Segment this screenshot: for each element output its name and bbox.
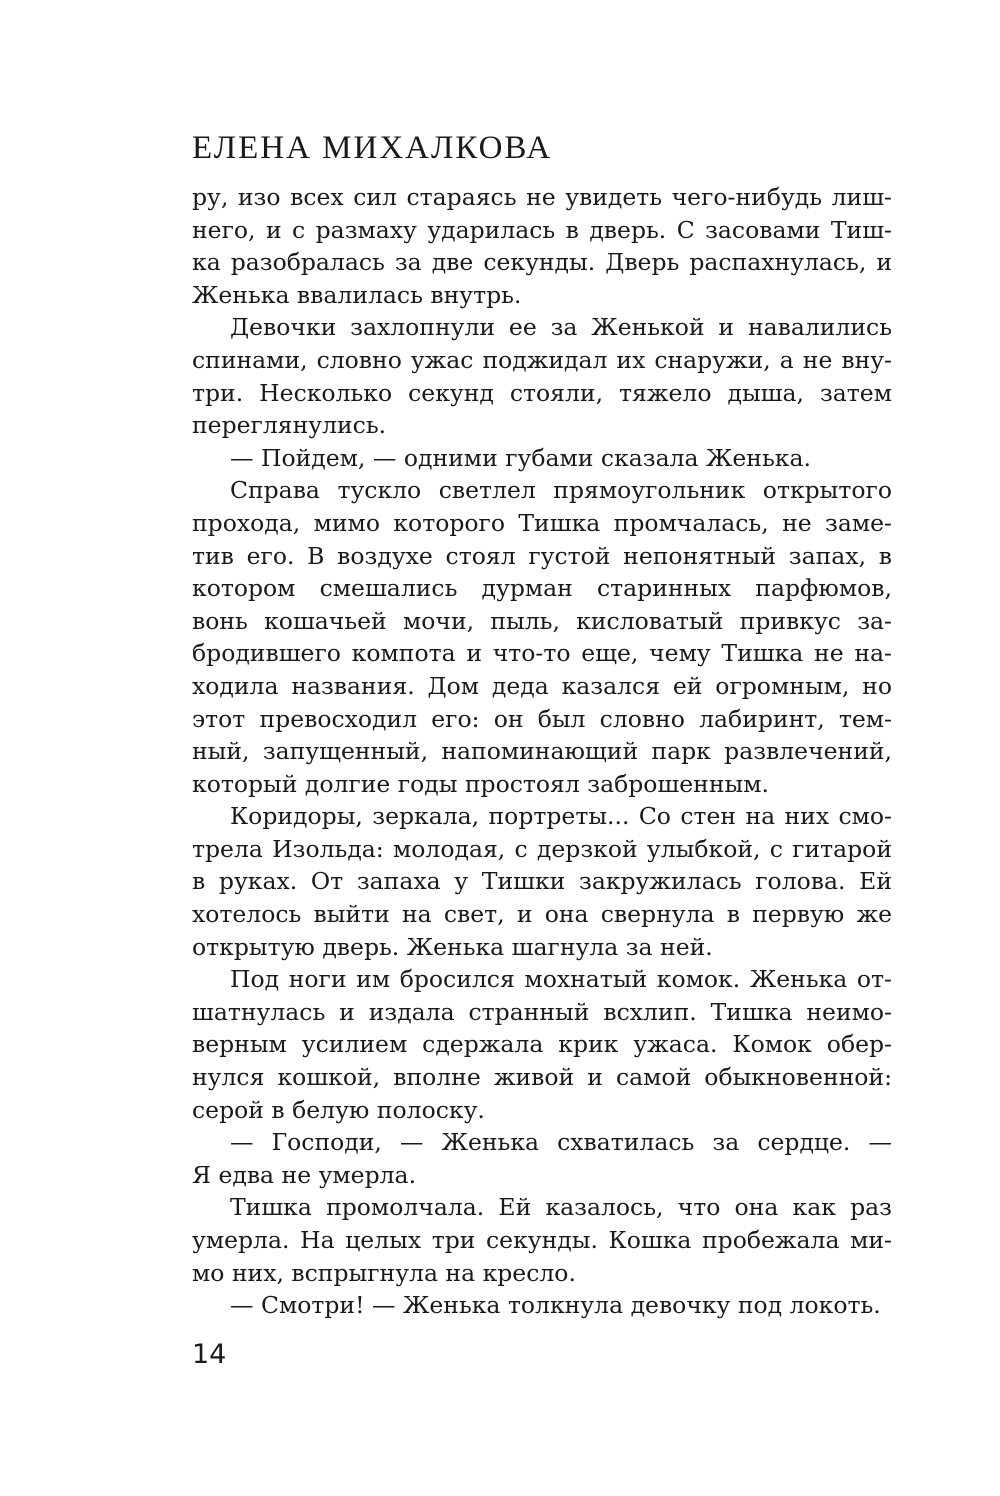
text-line: умерла. На целых три секунды. Кошка пробежала ми- bbox=[192, 1226, 892, 1254]
page-number: 14 bbox=[192, 1339, 227, 1370]
text-line: этот превосходил его: он был словно лабиринт, тем- bbox=[192, 704, 892, 733]
text-line: Я едва не умерла. bbox=[192, 1160, 417, 1189]
text-line: ный, запущенный, напоминающий парк развлечений, bbox=[192, 737, 892, 766]
text-line: — Смотри! — Женька толкнула девочку под локоть. bbox=[230, 1291, 881, 1320]
text-line: Под ноги им бросился мохнатый комок. Женька от- bbox=[230, 965, 892, 994]
text-line: Девочки захлопнули ее за Женькой и навалились bbox=[230, 313, 892, 342]
text-line: спинами, словно ужас поджидал их снаружи, а не вну- bbox=[192, 345, 892, 374]
text-line: мо них, вспрыгнула на кресло. bbox=[192, 1258, 576, 1287]
text-line: Коридоры, зеркала, портреты... Со стен на них смо- bbox=[230, 802, 892, 831]
text-line: Тишка промолчала. Ей казалось, что она как раз bbox=[230, 1193, 892, 1222]
body-text bbox=[192, 181, 892, 1322]
text-line: котором смешались дурман старинных парфюмов, bbox=[192, 574, 892, 603]
text-line: ходила названия. Дом деда казался ей огромным, но bbox=[192, 671, 892, 700]
text-line: — Господи, — Женька схватилась за сердце. — bbox=[230, 1128, 892, 1157]
text-line: верным усилием сдержала крик ужаса. Комок обер- bbox=[192, 1030, 892, 1059]
text-line: Женька ввалилась внутрь. bbox=[192, 280, 522, 309]
text-line: нулся кошкой, вполне живой и самой обыкновенной: bbox=[192, 1063, 892, 1092]
text-line: — Пойдем, — одними губами сказала Женька. bbox=[230, 443, 811, 472]
text-line: в руках. От запаха у Тишки закружилась голова. Ей bbox=[192, 867, 892, 896]
text-line: переглянулись. bbox=[192, 411, 387, 440]
text-line: него, и с размаху ударилась в дверь. С засовами Тиш- bbox=[192, 215, 892, 244]
running-head-author: ЕЛЕНА МИХАЛКОВА bbox=[192, 130, 553, 166]
text-line: серой в белую полоску. bbox=[192, 1095, 485, 1124]
text-line: тив его. В воздухе стоял густой непонятный запах, в bbox=[192, 541, 892, 570]
text-line: шатнулась и издала странный всхлип. Тишка неимо- bbox=[192, 997, 892, 1026]
text-line: вонь кошачьей мочи, пыль, кисловатый привкус за- bbox=[192, 606, 892, 635]
text-line: открытую дверь. Женька шагнула за ней. bbox=[192, 932, 713, 961]
text-line: хотелось выйти на свет, и она свернула в первую же bbox=[192, 900, 892, 929]
text-line: прохода, мимо которого Тишка промчалась, не заме- bbox=[192, 508, 892, 537]
text-line: три. Несколько секунд стояли, тяжело дыша, затем bbox=[192, 378, 892, 407]
text-line: бродившего компота и что-то еще, чему Тишка не на- bbox=[192, 639, 892, 668]
text-line: который долгие годы простоял заброшенным. bbox=[192, 769, 769, 798]
text-line: ру, изо всех сил стараясь не увидеть чего-нибудь лиш- bbox=[192, 183, 892, 211]
text-line: Справа тускло светлел прямоугольник открытого bbox=[230, 476, 892, 505]
text-line: ка разобралась за две секунды. Дверь распахнулась, и bbox=[192, 248, 892, 277]
text-line: трела Изольда: молодая, с дерзкой улыбкой, с гитарой bbox=[192, 834, 892, 863]
